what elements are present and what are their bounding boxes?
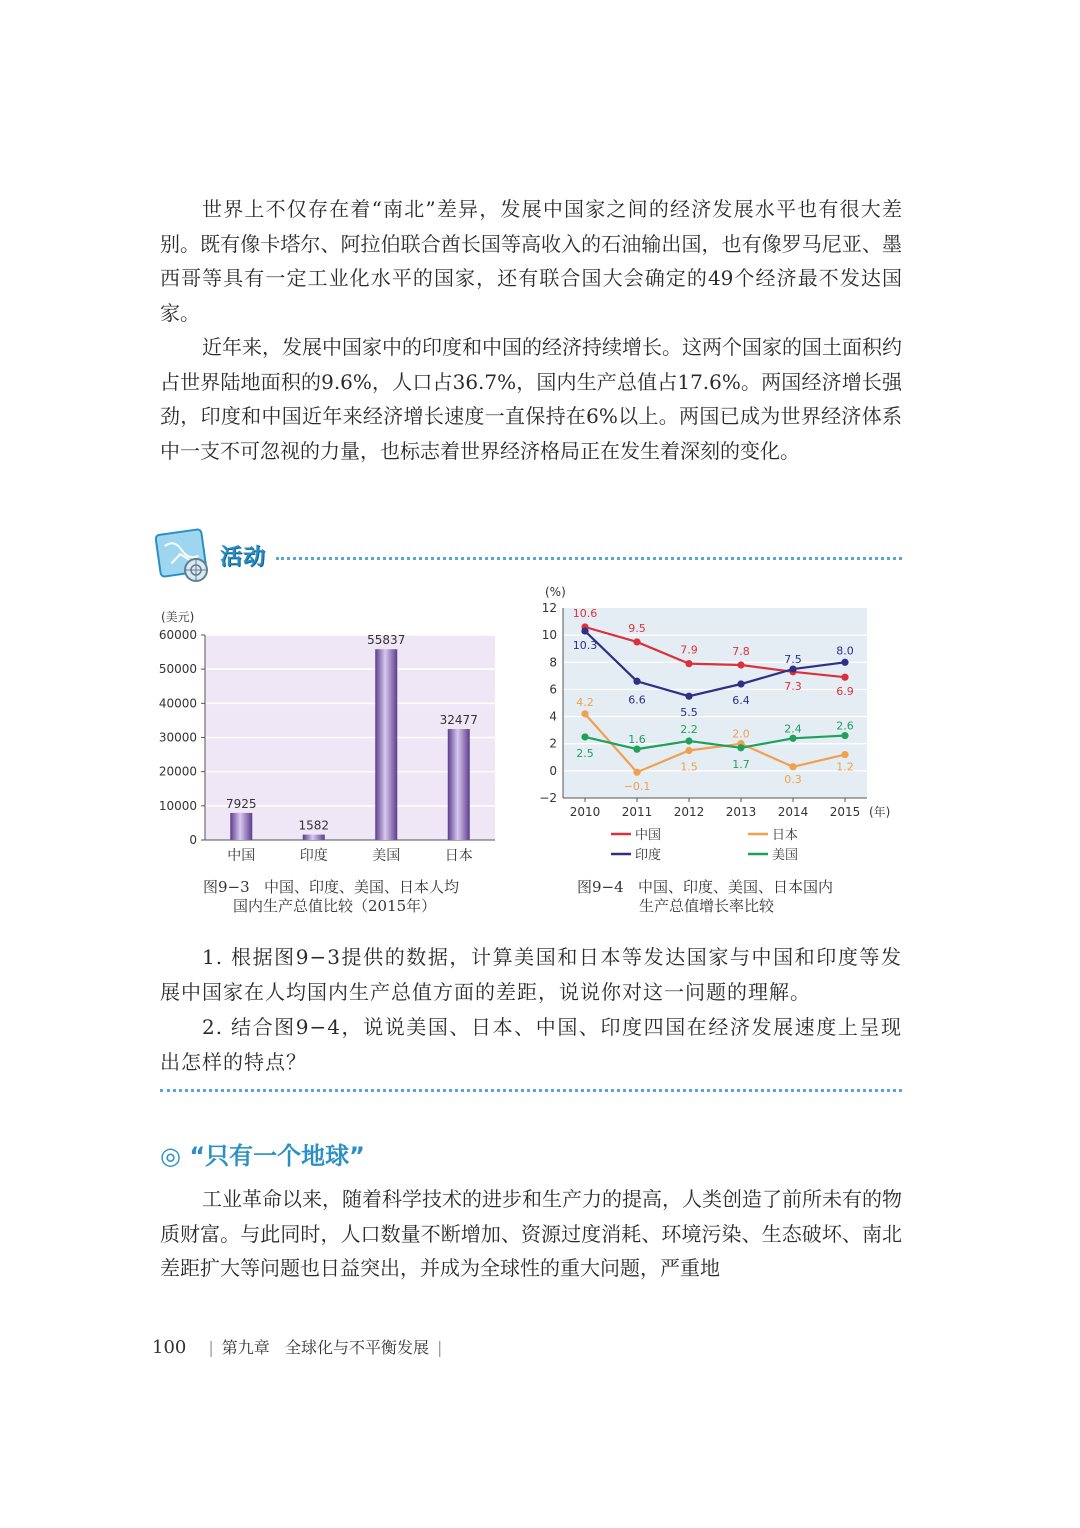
section-marker-icon: ◎: [160, 1142, 181, 1170]
line-y-tick-label: 4: [549, 709, 557, 724]
line-point-中国: [633, 638, 640, 645]
line-data-label: 0.3: [784, 772, 802, 786]
line-x-tick-label: 2010: [569, 805, 601, 819]
line-x-axis-label: (年): [869, 805, 891, 819]
line-data-label: 2.0: [732, 727, 750, 741]
line-point-印度: [685, 693, 692, 700]
line-y-tick-label: 10: [541, 628, 557, 643]
bar-y-tick-label: 0: [189, 833, 197, 847]
line-point-中国: [841, 674, 848, 681]
line-data-label: 6.6: [628, 693, 646, 707]
line-point-日本: [789, 763, 796, 770]
legend-label: 日本: [772, 828, 799, 843]
line-point-美国: [789, 735, 796, 742]
line-point-印度: [581, 627, 588, 634]
line-point-日本: [581, 710, 588, 717]
bar-category-label: 中国: [227, 848, 256, 864]
section-title: “只有一个地球”: [189, 1142, 365, 1170]
figure-9-4-caption-line1: 中国、印度、美国、日本国内: [637, 878, 833, 896]
line-data-label: 2.4: [784, 722, 802, 736]
bar-value-label: 7925: [225, 796, 257, 811]
line-data-label: 1.6: [628, 733, 646, 747]
bar-印度: [303, 835, 325, 840]
line-x-tick-label: 2013: [725, 805, 757, 819]
bar-value-label: 32477: [439, 713, 478, 728]
line-y-tick-label: 12: [541, 601, 557, 615]
figure-9-3-caption-line2: 国内生产总值比较（2015年）: [233, 897, 437, 915]
line-data-label: 10.3: [572, 639, 598, 653]
activity-divider-top: [276, 557, 902, 560]
legend-label: 美国: [772, 848, 799, 863]
line-y-tick-label: 6: [549, 682, 557, 697]
figure-9-4-caption-line2: 生产总值增长率比较: [639, 897, 775, 915]
figure-9-3-caption-line1: 中国、印度、美国、日本人均: [263, 878, 459, 896]
line-plot-area: [563, 608, 867, 798]
line-data-label: 1.2: [836, 760, 854, 774]
line-data-label: 8.0: [836, 644, 854, 658]
bar-y-tick-label: 40000: [158, 696, 197, 711]
line-data-label: −0.1: [623, 780, 651, 794]
bar-category-label: 印度: [299, 848, 328, 864]
line-point-美国: [685, 737, 692, 744]
bar-value-label: 1582: [298, 818, 330, 833]
line-data-label: 2.2: [680, 723, 698, 736]
line-point-日本: [685, 747, 692, 754]
line-point-印度: [789, 665, 796, 672]
question-2: 2. 结合图9−4，说说美国、日本、中国、印度四国在经济发展速度上呈现出怎样的特点？: [160, 1015, 902, 1074]
bar-y-axis-label: (美元): [161, 610, 195, 624]
gdp-per-capita-bar-chart: [155, 605, 505, 870]
line-data-label: 1.7: [732, 757, 750, 771]
section-heading: [160, 1136, 365, 1171]
line-point-印度: [633, 678, 640, 685]
line-point-日本: [841, 751, 848, 758]
line-point-印度: [841, 659, 848, 666]
line-data-label: 6.9: [836, 685, 854, 699]
line-point-美国: [737, 744, 744, 751]
line-y-tick-label: 0: [549, 763, 557, 778]
line-point-中国: [685, 660, 692, 667]
bar-y-tick-label: 50000: [158, 662, 197, 677]
line-data-label: 7.9: [680, 643, 698, 657]
line-y-tick-label: 2: [549, 736, 557, 751]
line-data-label: 5.5: [680, 706, 698, 720]
line-data-label: 1.5: [680, 760, 698, 774]
line-data-label: 7.5: [784, 653, 802, 667]
line-point-印度: [737, 680, 744, 687]
figure-9-4-caption: [577, 878, 833, 916]
line-point-中国: [737, 661, 744, 668]
section-paragraph: 工业革命以来，随着科学技术的进步和生产力的提高，人类创造了前所未有的物质财富。与此同时，人口数量不断增加、资源过度消耗、环境污染、生态破坏、南北差距扩大等问题也日益突出，并成为全球性的重大问题，严重地: [160, 1187, 902, 1280]
line-y-axis-label: (%): [545, 585, 566, 599]
figure-9-3-label: 图9−3: [203, 878, 250, 896]
footer-chapter-title: 全球化与不平衡发展: [285, 1338, 430, 1357]
bar-美国: [375, 649, 397, 840]
line-data-label: 4.2: [576, 695, 594, 709]
bar-category-label: 日本: [444, 848, 473, 864]
gdp-growth-line-chart: [533, 582, 893, 872]
bar-value-label: 55837: [367, 633, 406, 648]
line-data-label: 10.6: [572, 607, 598, 620]
question-1: 1. 根据图9−3提供的数据，计算美国和日本等发达国家与中国和印度等发展中国家在人均国内生产总值方面的差距，说说你对这一问题的理解。: [160, 945, 902, 1004]
line-data-label: 9.5: [628, 621, 646, 635]
line-y-tick-label: 8: [549, 655, 557, 670]
line-x-tick-label: 2012: [673, 805, 705, 819]
page-footer: 100 | 第九章 全球化与不平衡发展 |: [152, 1337, 443, 1358]
bar-中国: [230, 813, 252, 840]
bar-y-tick-label: 20000: [158, 764, 197, 779]
line-y-tick-label: −2: [539, 791, 557, 805]
line-point-美国: [581, 733, 588, 740]
line-data-label: 2.5: [576, 746, 594, 760]
figure-9-3-caption: [203, 878, 459, 916]
line-x-tick-label: 2014: [777, 805, 809, 819]
bar-y-tick-label: 30000: [158, 730, 197, 745]
bar-category-label: 美国: [372, 848, 401, 864]
paragraph-2: 近年来，发展中国家中的印度和中国的经济持续增长。这两个国家的国土面积约占世界陆地面积的9.6%，人口占36.7%，国内生产总值占17.6%。两国经济增长强劲，印度和中国近年来经济增长速度一直保持在6%以上。两国已成为世界经济体系中一支不可忽视的力量，也标志着世界经济格局正在发生着深刻的变化。: [160, 335, 902, 463]
line-data-label: 7.8: [732, 645, 750, 658]
line-point-日本: [633, 769, 640, 776]
line-point-美国: [841, 732, 848, 739]
page-number: 100: [152, 1337, 187, 1358]
line-x-tick-label: 2011: [621, 805, 653, 819]
line-data-label: 7.3: [784, 679, 802, 693]
paragraph-1: 世界上不仅存在着“南北”差异，发展中国家之间的经济发展水平也有很大差别。既有像卡塔尔、阿拉伯联合酋长国等高收入的石油输出国，也有像罗马尼亚、墨西哥等具有一定工业化水平的国家，还有联合国大会确定的49个经济最不发达国家。: [160, 197, 902, 325]
figure-9-4-label: 图9−4: [577, 878, 624, 896]
footer-chapter: 第九章: [221, 1338, 270, 1357]
legend-label: 印度: [635, 848, 662, 863]
bar-y-tick-label: 60000: [158, 628, 197, 642]
legend-label: 中国: [635, 828, 662, 843]
activity-map-icon: [152, 528, 214, 584]
line-x-tick-label: 2015: [829, 805, 861, 819]
line-data-label: 2.6: [836, 719, 854, 733]
bar-日本: [448, 729, 470, 840]
line-data-label: 6.4: [732, 694, 750, 707]
activity-divider-bottom: [160, 1089, 902, 1092]
line-point-美国: [633, 746, 640, 753]
bar-y-tick-label: 10000: [158, 798, 197, 813]
activity-title: 活动: [220, 545, 267, 570]
